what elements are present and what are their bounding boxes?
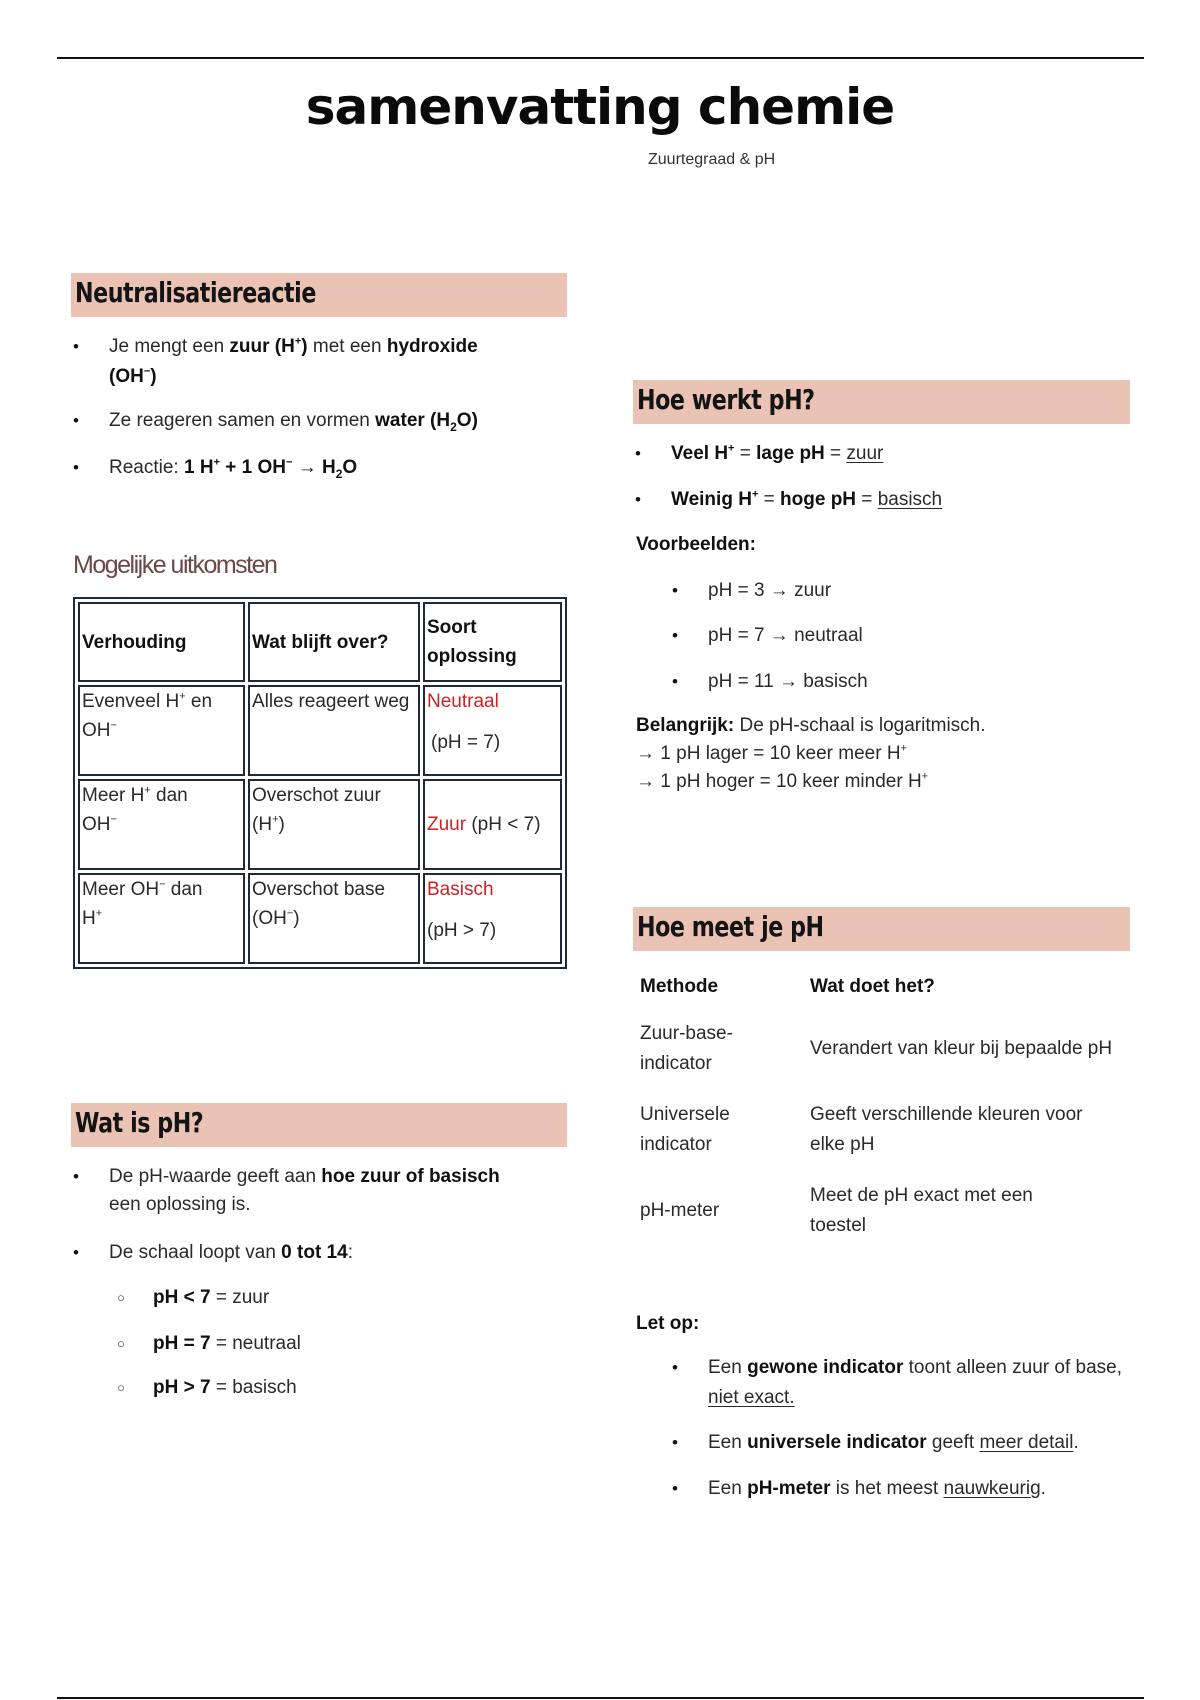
sub-item-ph-neutraal: ○ pH = 7 = neutraal	[153, 1329, 301, 1359]
table-cell: Meet de pH exact met een toestel	[810, 1184, 1033, 1236]
table-cell: Zuur-base-indicator	[640, 1022, 733, 1074]
table-header-cell: Wat blijft over?	[248, 602, 420, 682]
table-header-row	[633, 966, 1126, 1008]
table-cell: Evenveel H+ en OH−	[78, 685, 245, 776]
page-title: samenvatting chemie	[305, 78, 895, 136]
table-row	[633, 1008, 1126, 1089]
table-cell: pH-meter	[640, 1199, 720, 1221]
heading-hoe-meet-je-ph: Hoe meet je pH	[633, 907, 1130, 951]
table-cell: Meer OH− dan H+	[78, 873, 245, 964]
bullet-veel-h: • Veel H+ = lage pH = zuur	[671, 439, 1121, 469]
sub-item-ph-zuur: ○ pH < 7 = zuur	[153, 1283, 269, 1313]
heading-neutralisatiereactie: Neutralisatiereactie	[71, 273, 567, 317]
label-voorbeelden: Voorbeelden:	[636, 534, 756, 555]
bottom-rule	[57, 1697, 1144, 1699]
table-header-cell: Methode	[640, 976, 719, 997]
measure-table	[633, 966, 1126, 1251]
label-let-op: Let op:	[636, 1313, 700, 1334]
example-ph-11: • pH = 11 → basisch	[708, 667, 868, 697]
example-ph-7: • pH = 7 → neutraal	[708, 621, 863, 651]
bullet-weinig-h: • Weinig H+ = hoge pH = basisch	[671, 485, 1121, 515]
table-cell: Universele indicator	[640, 1103, 730, 1155]
table-row	[78, 873, 562, 964]
sub-item-ph-basisch: ○ pH > 7 = basisch	[153, 1373, 297, 1403]
table-row	[633, 1089, 1126, 1170]
note-ph-meter: • Een pH-meter is het meest nauwkeurig.	[708, 1474, 1148, 1504]
note-universele-indicator: • Een universele indicator geeft meer detail.	[708, 1428, 1148, 1458]
note-gewone-indicator: • Een gewone indicator toont alleen zuur of base, niet exact.	[708, 1353, 1128, 1413]
bullet-schaal: • De schaal loopt van 0 tot 14:	[109, 1238, 549, 1268]
table-header-row	[78, 602, 562, 682]
table-header-cell: Verhouding	[78, 602, 245, 682]
table-row	[78, 779, 562, 870]
table-row	[633, 1170, 1126, 1251]
table-cell: Zuur (pH < 7)	[423, 779, 562, 870]
note-belangrijk: Belangrijk: De pH-schaal is logaritmisch. → 1 pH lager = 10 keer meer H+ → 1 pH hoger = 10 keer minder H+	[636, 715, 986, 792]
table-cell: Overschot base (OH−)	[248, 873, 420, 964]
outcomes-table	[73, 597, 567, 969]
bullet-reactie: • Reactie: 1 H+ + 1 $OH^- \to H_2O$	[109, 453, 549, 483]
bullet-ph-waarde: • De pH-waarde geeft aan hoe zuur of basisch een oplossing is.	[109, 1163, 549, 1219]
table-cell: Basisch (pH > 7)	[423, 873, 562, 964]
heading-wat-is-ph: Wat is pH?	[71, 1103, 567, 1147]
table-cell: Overschot zuur (H+)	[248, 779, 420, 870]
label-mogelijke-uitkomsten: Mogelijke uitkomsten	[73, 551, 277, 579]
table-cell: Verandert van kleur bij bepaalde pH	[810, 1037, 1113, 1059]
table-cell: Meer H+ dan OH−	[78, 779, 245, 870]
example-ph-3: • pH = 3 → zuur	[708, 576, 831, 606]
bullet-reageren: • Ze reageren samen en vormen water $(H_2O)$	[109, 406, 549, 436]
bullet-mengt: • Je mengt een zuur (H+) met een hydroxide (OH−)	[109, 332, 529, 392]
table-cell: Alles reageert weg	[248, 685, 420, 776]
heading-hoe-werkt-ph: Hoe werkt pH?	[633, 380, 1130, 424]
table-row	[78, 685, 562, 776]
table-cell: Neutraal (pH = 7)	[423, 685, 562, 776]
table-header-cell: Soort oplossing	[423, 602, 562, 682]
table-header-cell: Wat doet het?	[810, 976, 935, 997]
table-cell: Geeft verschillende kleuren voor elke pH	[810, 1103, 1083, 1155]
page-subtitle: Zuurtegraad & pH	[648, 151, 776, 168]
top-rule	[57, 57, 1144, 59]
